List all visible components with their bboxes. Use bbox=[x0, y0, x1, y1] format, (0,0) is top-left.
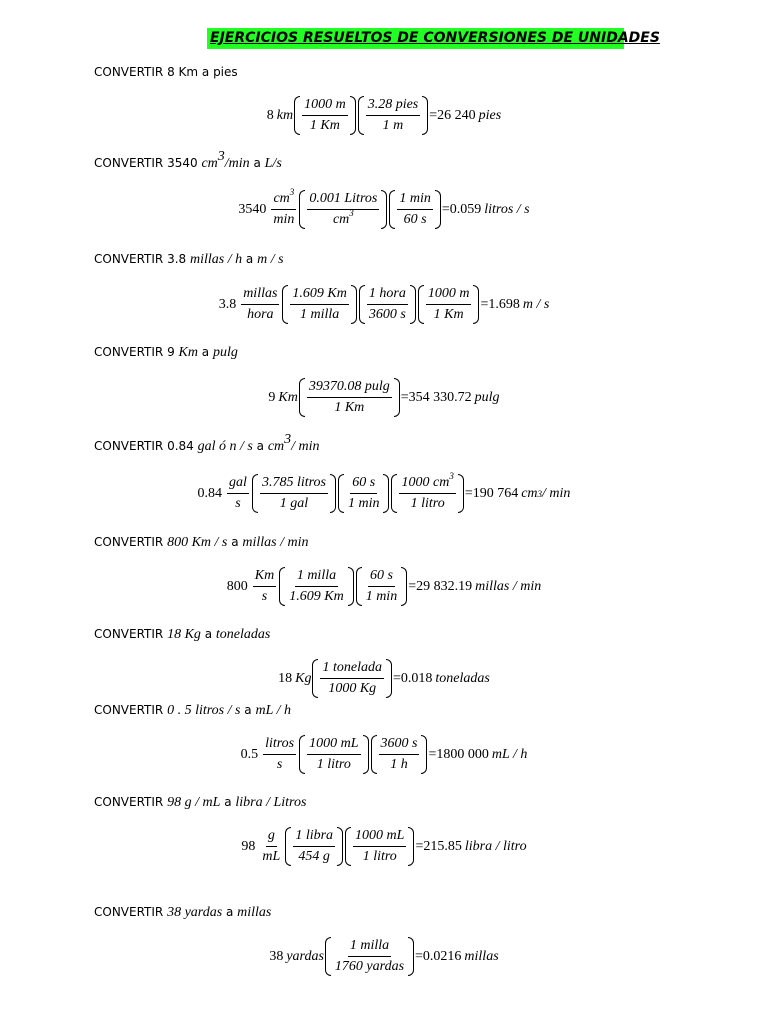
problem-7-equation: 18 Kg $\frac{\text{1 tonelada}}{1000 Kg}$ = 0.018 toneladas bbox=[278, 660, 490, 696]
eq-9-factor-1: $\frac{\text{1 libra}}{454 g}$ bbox=[285, 828, 343, 865]
eq-4-factor-1: $\frac{39370.08 pulg}{1 Km}$ bbox=[299, 379, 400, 416]
problem-1-label bbox=[94, 64, 238, 80]
problem-4-equation: 9 Km $\frac{39370.08 pulg}{1 Km}$ = 354 330.72 pulg bbox=[268, 379, 500, 415]
problem-2-label: CONVERTIR 3540 $cm^3/\min$ a L/s bbox=[94, 149, 282, 171]
problem-3-equation: 3.8 $\frac{\text{millas}}{\text{hora}}$ $\frac{1.609 Km}{\text{1 milla}}$ $\frac{\text{1 hora}}{3600 s}$ $\frac{1000 m}{1 Km}$ = 1.698 m / s bbox=[218, 286, 550, 322]
problem-4-label: CONVERTIR 9 Km a pulg bbox=[94, 345, 238, 360]
problem-7-label: CONVERTIR 18 Kg a toneladas bbox=[94, 627, 271, 642]
eq-3-factor-3: $\frac{1000 m}{1 Km}$ bbox=[418, 286, 480, 323]
page-title: EJERCICIOS RESUELTOS DE CONVERSIONES DE UNIDADES bbox=[207, 28, 624, 49]
problem-2-equation: 3540 $\frac{cm^3}{\min}$ $\frac{\text{0.001 Litros}}{cm^3}$ $\frac{1 \min}{60 s}$ = 0.059 litros / s bbox=[238, 187, 530, 227]
eq-6-factor-1: $\frac{\text{1 milla}}{1.609 Km}$ bbox=[279, 568, 353, 605]
problem-5-label: CONVERTIR 0.84 gal ó n / s a $cm^3/$ min bbox=[94, 432, 320, 454]
eq-9-factor-2: $\frac{1000 mL}{\text{1 litro}}$ bbox=[345, 828, 414, 865]
eq-1-result-unit: pies bbox=[478, 107, 502, 123]
problem-10-equation: 38 yardas $\frac{\text{1 milla}}{\text{1760 yardas}}$ = 0.0216 millas bbox=[269, 938, 499, 974]
problem-1-equation: 8 km $\frac{1000 m}{1 Km}$ $\frac{\text{3.28 pies}}{1 m}$ = 26 240 pies bbox=[266, 97, 502, 133]
problem-8-label: CONVERTIR 0 . 5 litros / s a mL / h bbox=[94, 703, 291, 718]
eq-1-factor-2: $\frac{\text{3.28 pies}}{1 m}$ bbox=[358, 97, 429, 134]
problem-8-equation: 0.5 $\frac{\text{litros}}{s}$ $\frac{1000 mL}{\text{1 litro}}$ $\frac{3600 s}{1 h}$ = 1800 000 mL / h bbox=[240, 736, 528, 772]
eq-6-factor-2: $\frac{60 s}{1 \min}$ bbox=[356, 568, 408, 605]
eq-5-factor-1: $\frac{\text{3.785 litros}}{\text{1 gal}}$ bbox=[252, 475, 336, 512]
eq-2-factor-2: $\frac{1 \min}{60 s}$ bbox=[389, 191, 441, 228]
problem-1-prefix: CONVERTIR 8 Km a pies bbox=[94, 65, 238, 79]
eq-10-factor-1: $\frac{\text{1 milla}}{\text{1760 yardas}}$ bbox=[325, 938, 414, 975]
problem-6-label: CONVERTIR 800 Km / s a millas / min bbox=[94, 535, 309, 550]
eq-1-value: 8 bbox=[266, 107, 274, 123]
eq-5-factor-3: $\frac{1000 cm^3}{\text{1 litro}}$ bbox=[391, 475, 463, 512]
problem-6-equation: 800 $\frac{Km}{s}$ $\frac{\text{1 milla}}{1.609 Km}$ $\frac{60 s}{1 \min}$ = 29 832.19 millas / min bbox=[226, 568, 542, 604]
eq-3-factor-2: $\frac{\text{1 hora}}{3600 s}$ bbox=[359, 286, 416, 323]
eq-8-factor-1: $\frac{1000 mL}{\text{1 litro}}$ bbox=[299, 736, 368, 773]
eq-1-factor-1: $\frac{1000 m}{1 Km}$ bbox=[294, 97, 356, 134]
problem-5-equation: 0.84 $\frac{\text{gal}}{s}$ $\frac{\text{3.785 litros}}{\text{1 gal}}$ $\frac{60 s}{1 \min}$ $\frac{1000 cm^3}{\text{1 litro}}$ = 190 764 cm 3 / min bbox=[197, 471, 571, 511]
eq-7-factor-1: $\frac{\text{1 tonelada}}{1000 Kg}$ bbox=[312, 660, 392, 697]
problem-10-label: CONVERTIR 38 yardas a millas bbox=[94, 905, 272, 920]
eq-5-factor-2: $\frac{60 s}{1 \min}$ bbox=[338, 475, 390, 512]
problem-3-label: CONVERTIR 3.8 millas / h a m / s bbox=[94, 252, 284, 267]
eq-8-factor-2: $\frac{3600 s}{1 h}$ bbox=[371, 736, 428, 773]
eq-2-unit-frac: $\frac{cm^3}{\min}$ bbox=[273, 187, 295, 227]
eq-1-unit: km bbox=[276, 107, 294, 123]
eq-1-result: 26 240 bbox=[437, 107, 476, 123]
eq-2-factor-1: $\frac{\text{0.001 Litros}}{cm^3}$ bbox=[299, 191, 387, 228]
problem-9-label: CONVERTIR 98 g / mL a libra / Litros bbox=[94, 795, 307, 810]
problem-9-equation: 98 $\frac{g}{mL}$ $\frac{\text{1 libra}}{454 g}$ $\frac{1000 mL}{\text{1 litro}}$ = 215.85 libra / litro bbox=[241, 828, 527, 864]
eq-3-factor-1: $\frac{1.609 Km}{\text{1 milla}}$ bbox=[282, 286, 356, 323]
